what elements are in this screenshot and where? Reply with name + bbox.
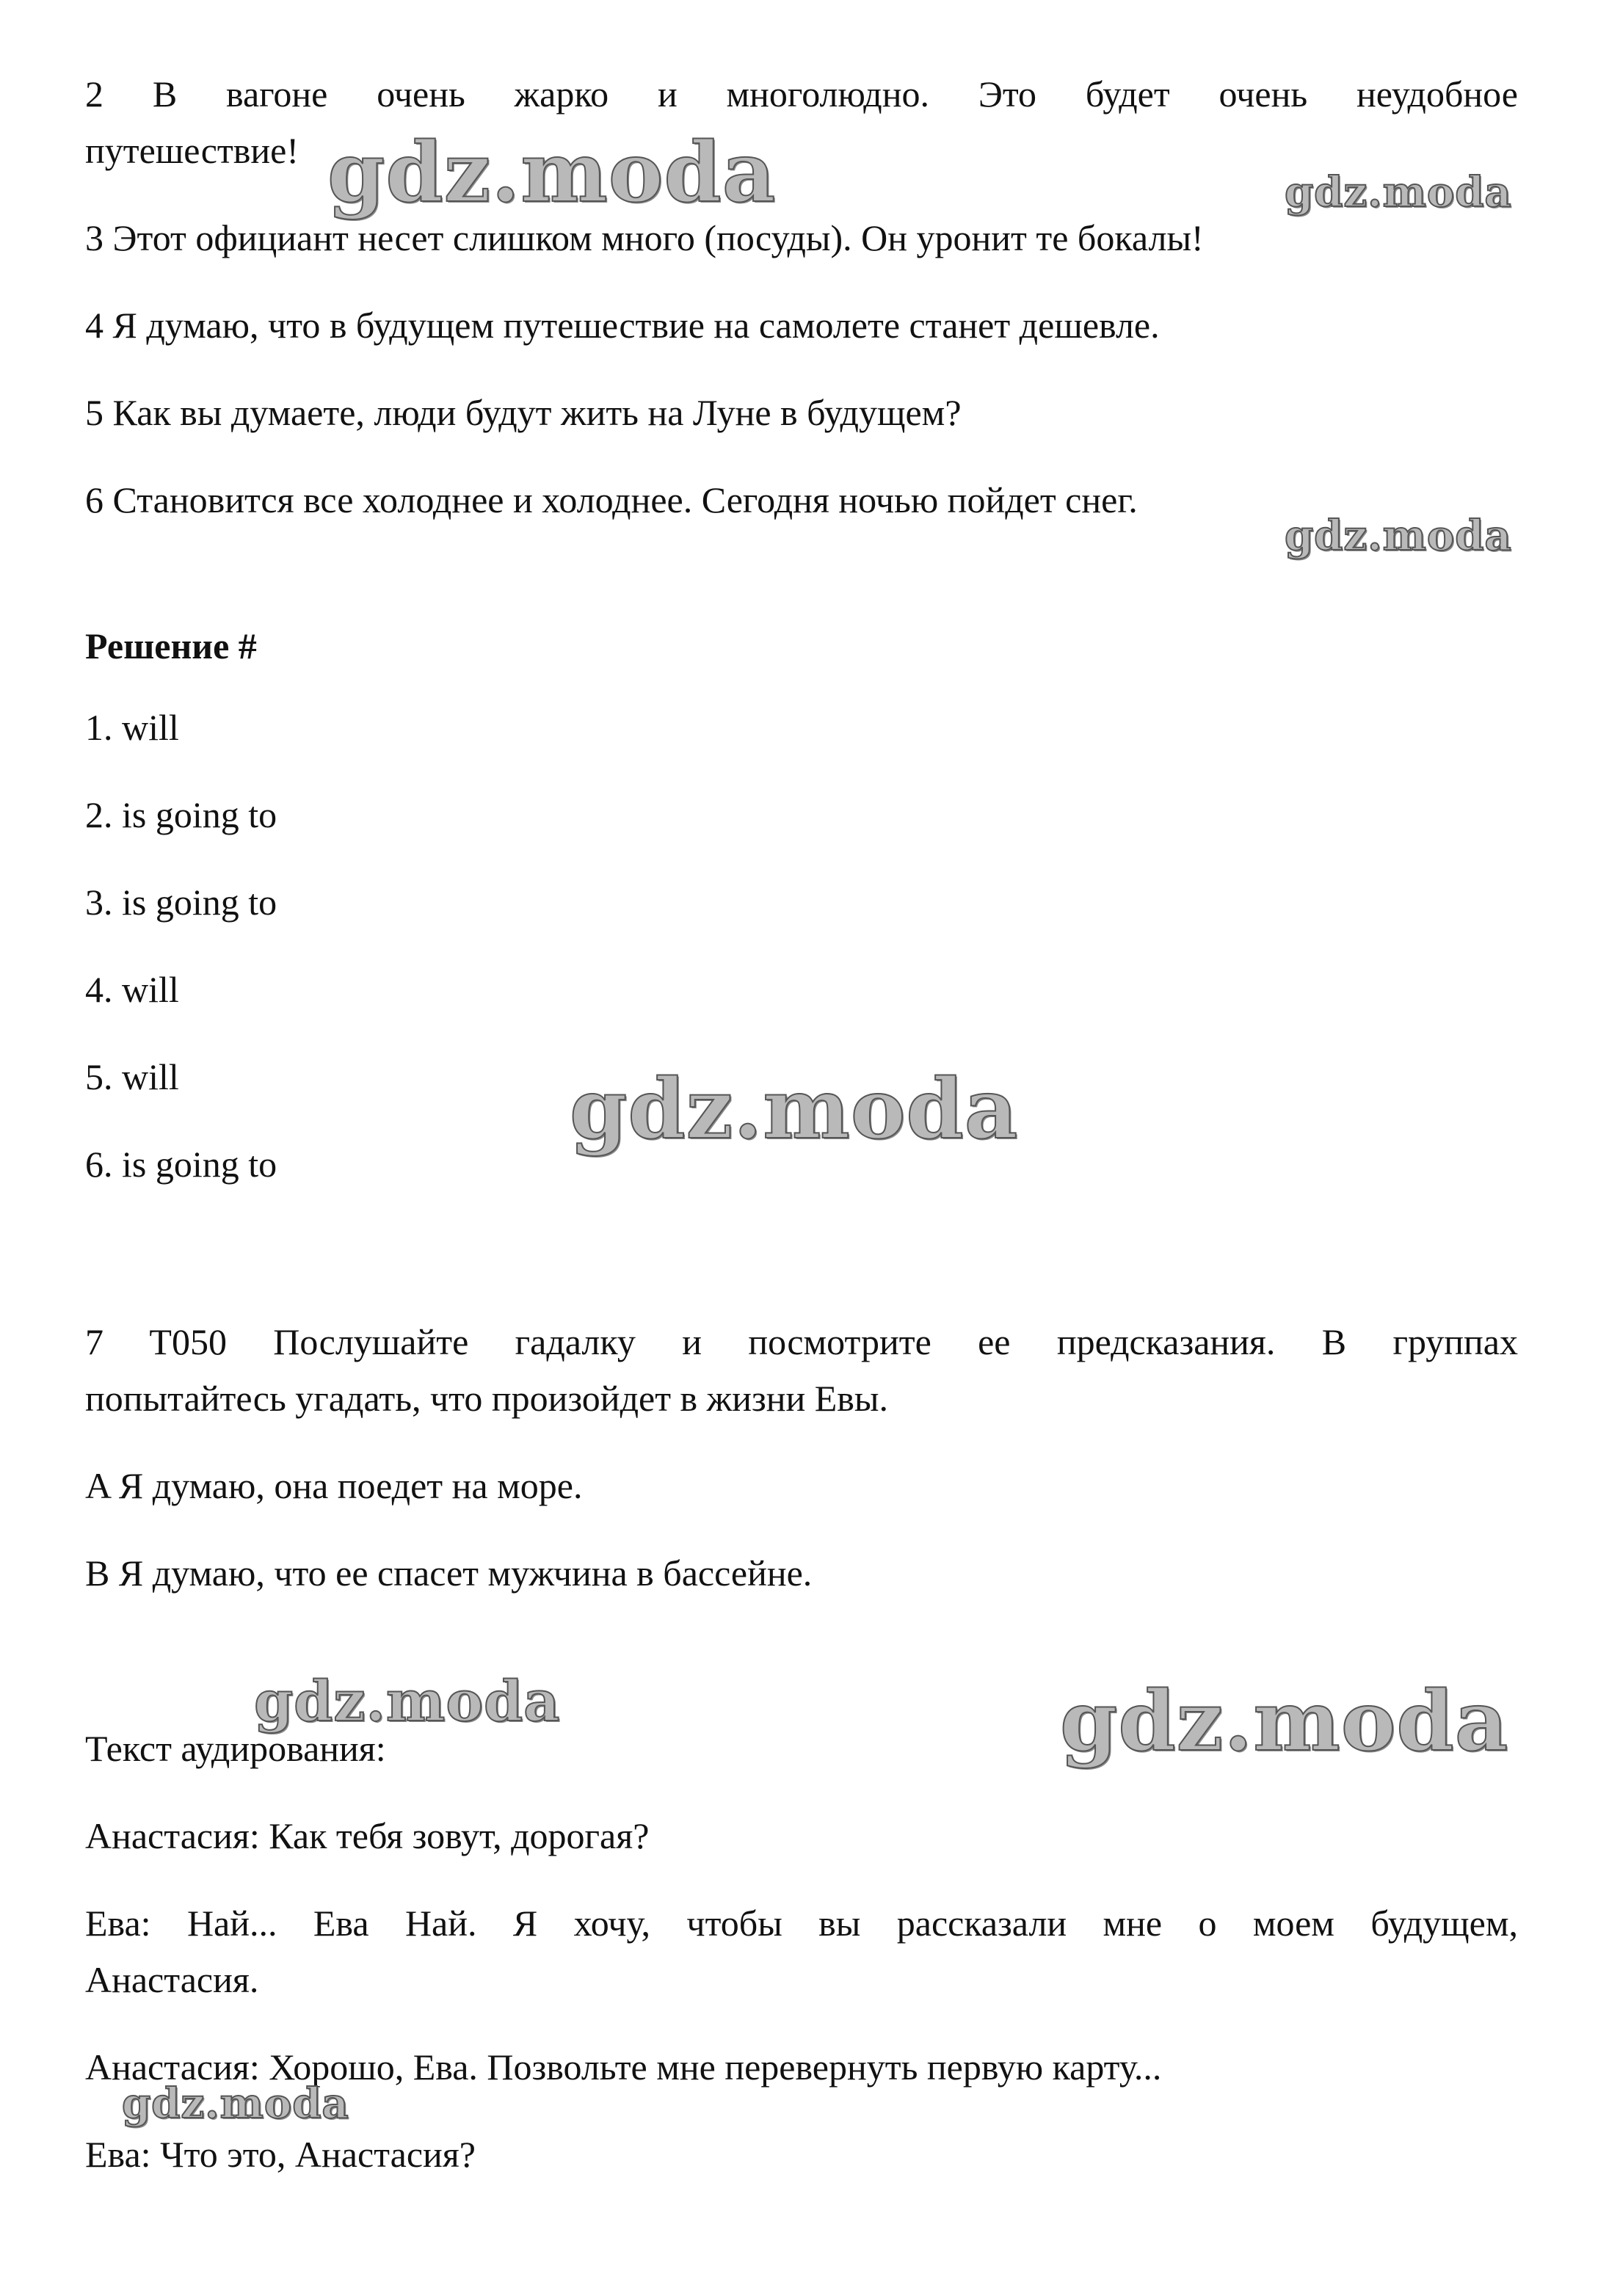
answer-1: 1. will [85, 707, 179, 748]
example-a: A Я думаю, она поедет на море. [85, 1465, 583, 1506]
answer-5: 5. will [85, 1056, 179, 1097]
watermark-logo: gdz.moda [254, 1668, 561, 1734]
exercise-7-task: 7 T050 Послушайте гадалку и посмотрите ее предсказания. В группах [85, 1321, 1518, 1362]
watermark-logo: gdz.moda [1285, 512, 1512, 560]
translation-line-6: 6 Становится все холоднее и холоднее. Сегодня ночью пойдет снег. [85, 479, 1138, 520]
watermark-logo: gdz.moda [327, 125, 777, 221]
watermark-logo: gdz.moda [570, 1061, 1019, 1158]
exercise-7-task-continued: попытайтесь угадать, что произойдет в жизни Евы. [85, 1378, 888, 1419]
transcript-line-2: Ева: Най... Ева Най. Я хочу, чтобы вы рассказали мне о моем будущем, [85, 1903, 1518, 1944]
transcript-line-2-continued: Анастасия. [85, 1959, 259, 2000]
transcript-line-3: Анастасия: Хорошо, Ева. Позвольте мне перевернуть первую карту... [85, 2046, 1162, 2088]
watermark-logo: gdz.moda [1285, 168, 1512, 217]
answer-6: 6. is going to [85, 1144, 277, 1185]
transcript-title: Текст аудирования: [85, 1728, 386, 1769]
translation-line-2-continued: путешествие! [85, 130, 299, 171]
transcript-line-1: Анастасия: Как тебя зовут, дорогая? [85, 1815, 650, 1856]
example-b: B Я думаю, что ее спасет мужчина в бассейне. [85, 1552, 813, 1594]
translation-line-3: 3 Этот официант несет слишком много (посуды). Он уронит те бокалы! [85, 217, 1204, 258]
translation-line-5: 5 Как вы думаете, люди будут жить на Луне в будущем? [85, 392, 962, 433]
watermark-logo: gdz.moda [1060, 1674, 1509, 1770]
solution-heading: Решение # [85, 625, 257, 666]
watermark-logo: gdz.moda [122, 2079, 349, 2128]
translation-line-2: 2 В вагоне очень жарко и многолюдно. Это будет очень неудобное [85, 73, 1518, 115]
translation-line-4: 4 Я думаю, что в будущем путешествие на самолете станет дешевле. [85, 305, 1160, 346]
answer-4: 4. will [85, 969, 179, 1010]
answer-3: 3. is going to [85, 882, 277, 923]
transcript-line-4: Ева: Что это, Анастасия? [85, 2134, 476, 2175]
answer-2: 2. is going to [85, 794, 277, 835]
